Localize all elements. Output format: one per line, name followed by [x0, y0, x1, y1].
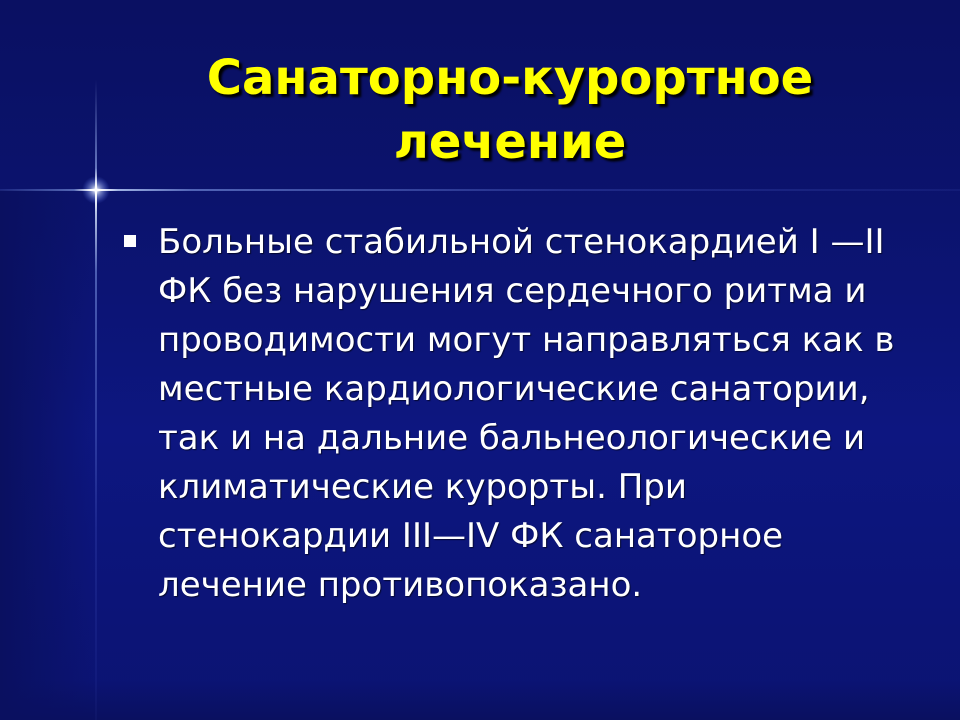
horizontal-light-line: [0, 189, 960, 191]
left-gradient-band: [0, 190, 96, 720]
bottom-gradient-band: [0, 680, 960, 720]
bullet-list: [124, 218, 914, 610]
list-item: [124, 218, 914, 610]
bullet-text: Больные стабильной стенокардией I —II ФК без нарушения сердечного ритма и проводимости могут направляться как в местные кардиологические санатории, так и на дальние бальнеологические и климатические курорты. При стенокардии III—IV ФК санаторное лечение противопоказано.: [158, 222, 895, 605]
square-bullet-icon: [124, 235, 136, 247]
slide-title: Санаторно-курортное лечение: [206, 50, 814, 170]
